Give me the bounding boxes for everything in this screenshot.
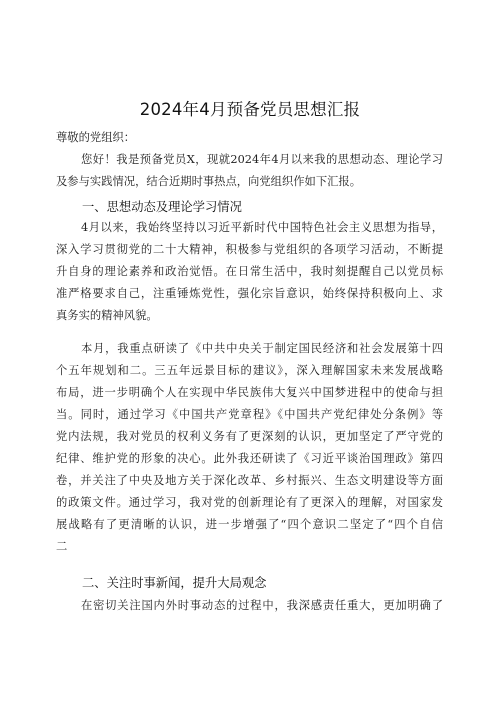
section1-para2-line: 布局，进一步明确个人在实现中华民族伟大复兴中国梦进程中的使命与担 <box>56 386 443 399</box>
section1-para1-line: 4月以来，我始终坚持以习近平新时代中国特色社会主义思想为指导， <box>81 221 443 234</box>
intro-line: 及参与实践情况，结合近期时事热点，向党组织作如下汇报。 <box>56 175 362 188</box>
section2-heading: 二、关注时事新闻，提升大局观念 <box>82 576 267 590</box>
section1-para2-line: 当。同时，通过学习《中国共产党章程》《中国共产党纪律处分条例》等 <box>56 408 443 421</box>
salutation: 尊敬的党组织： <box>56 131 136 144</box>
section1-para2-line: 本月，我重点研读了《中共中央关于制定国民经济和社会发展第十四 <box>81 342 443 355</box>
section1-para1-line: 准严格要求自己，注重锤炼党性，强化宗旨意识，始终保持积极向上、求 <box>56 287 443 300</box>
section2-para1-line: 在密切关注国内外时事动态的过程中，我深感责任重大，更加明确了 <box>81 599 443 612</box>
section1-para2-line: 党内法规，我对党员的权利义务有了更深刻的认识，更加坚定了严守党的 <box>56 430 443 443</box>
section1-para2-line: 二 <box>56 540 68 553</box>
section1-para2-line: 卷，并关注了中央及地方关于深化改革、乡村振兴、生态文明建设等方面 <box>56 474 443 487</box>
section1-para2-line: 个五年规划和二。三五年远景目标的建议》，深入理解国家未来发展战略 <box>56 364 443 377</box>
document-title: 2024年4月预备党员思想汇报 <box>139 100 361 119</box>
intro-line: 您好！我是预备党员X，现就2024年4月以来我的思想动态、理论学习 <box>81 153 443 166</box>
section1-para2-line: 展战略有了更清晰的认识，进一步增强了“四个意识二坚定了“四个自信 <box>56 518 443 531</box>
section1-heading: 一、思想动态及理论学习情况 <box>82 200 242 214</box>
section1-para2-line: 的政策文件。通过学习，我对党的创新理论有了更深入的理解，对国家发 <box>56 496 443 509</box>
section1-para1-line: 升自身的理论素养和政治觉悟。在日常生活中，我时刻提醒自己以党员标 <box>56 265 443 278</box>
section1-para2-line: 纪律、维护党的形象的决心。此外我还研读了《习近平谈治国理政》第四 <box>56 452 443 465</box>
section1-para1-line: 真务实的精神风貌。 <box>56 309 158 322</box>
section1-para1-line: 深入学习贯彻党的二十大精神，积极参与党组织的各项学习活动，不断提 <box>56 243 443 256</box>
